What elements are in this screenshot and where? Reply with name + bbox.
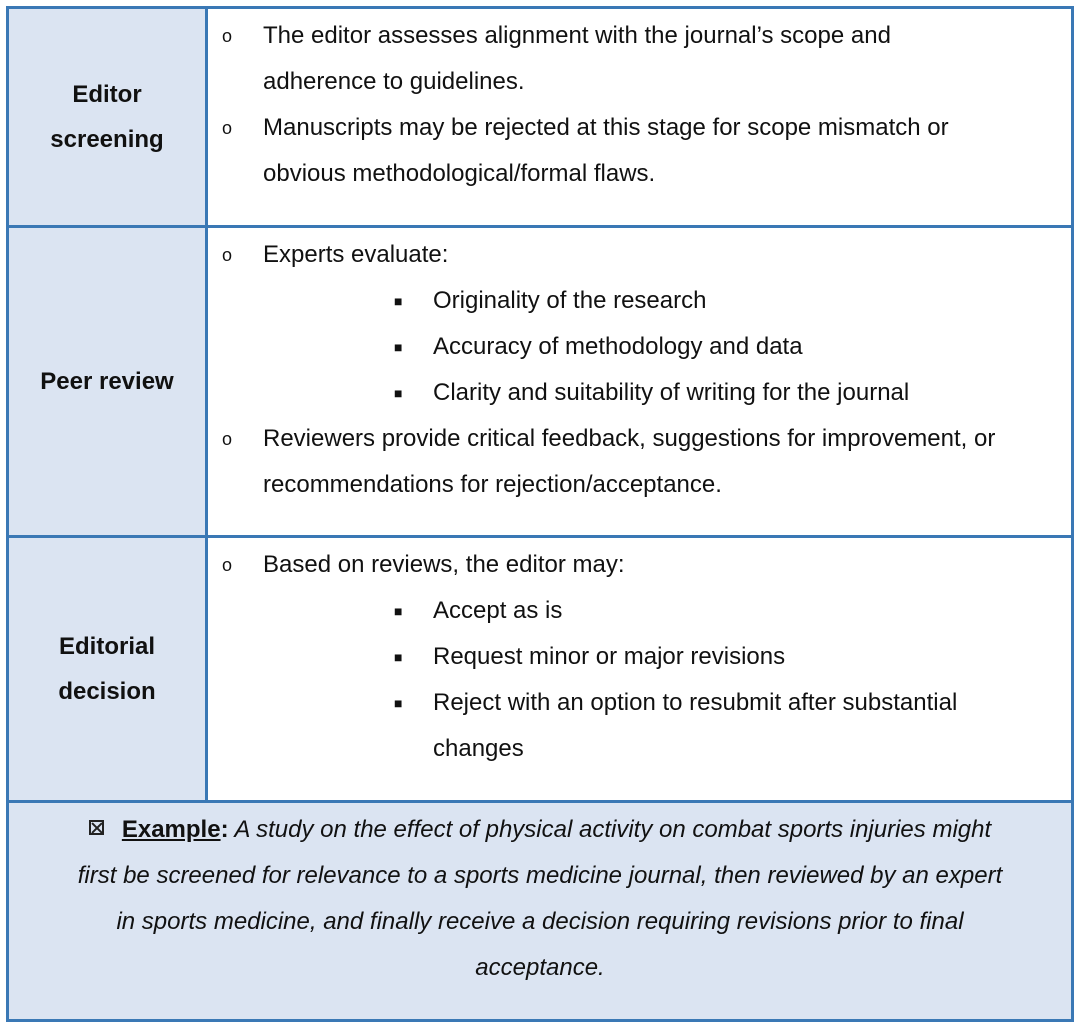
circle-bullet-icon: o [222, 245, 233, 265]
bullet-item: Based on reviews, the editor may: [263, 551, 625, 578]
example-label: Example [121, 816, 221, 843]
row-label-peer-review [9, 228, 208, 535]
sub-item: Reject with an option to resubmit after substantial [433, 689, 958, 716]
row-label-editor-screening [9, 9, 208, 225]
circle-bullet-icon: o [222, 118, 233, 138]
square-bullet-icon: ■ [394, 339, 403, 355]
circle-bullet-icon: o [222, 555, 233, 575]
example-colon: : [220, 816, 229, 843]
square-bullet-icon: ■ [394, 293, 403, 309]
square-bullet-icon: ■ [394, 385, 403, 401]
row-label-editorial-decision [9, 538, 208, 800]
bullet-line: adherence to guidelines. [263, 68, 525, 95]
label-line: Editor [72, 81, 142, 108]
row-editorial-decision [9, 538, 1071, 803]
example-line [23, 807, 1057, 853]
example-line: acceptance. [475, 954, 605, 981]
bullet-line: Reviewers provide critical feedback, suggestions for improvement, or [263, 425, 996, 452]
square-bullet-icon: ■ [394, 649, 403, 665]
bullet-line: Manuscripts may be rejected at this stage for scope mismatch or [263, 114, 949, 141]
circle-bullet-icon: o [222, 429, 233, 449]
sub-item-continuation: changes [433, 735, 524, 762]
example-line: in sports medicine, and finally receive a decision requiring revisions prior to final [116, 908, 964, 935]
row-peer-review [9, 228, 1071, 538]
boxed-x-icon [89, 820, 104, 835]
bullet-item [263, 105, 1057, 197]
sub-item: Request minor or major revisions [433, 643, 786, 670]
bullet-line: The editor assesses alignment with the journal’s scope and [263, 22, 891, 49]
sub-item: Accept as is [433, 597, 563, 624]
bullet-item [263, 416, 1057, 508]
sub-item: Clarity and suitability of writing for the journal [433, 379, 910, 406]
bullet-line: obvious methodological/formal flaws. [263, 160, 656, 187]
square-bullet-icon: ■ [394, 603, 403, 619]
label-line: Editorial [58, 633, 155, 660]
row-content-editor-screening [208, 9, 1071, 225]
sub-item: Originality of the research [433, 287, 707, 314]
label-line: screening [50, 126, 164, 153]
square-bullet-icon: ■ [394, 695, 403, 711]
example-box [9, 803, 1071, 1019]
bullet-item: Experts evaluate: [263, 241, 449, 268]
example-line: first be screened for relevance to a sports medicine journal, then reviewed by an expert [77, 862, 1003, 889]
example-text: A study on the effect of physical activity on combat sports injuries might [228, 816, 992, 843]
label-line: decision [58, 678, 156, 705]
row-content-editorial-decision [208, 538, 1071, 800]
bullet-item [263, 13, 1057, 105]
review-process-table [6, 6, 1074, 1022]
sub-item: Accuracy of methodology and data [433, 333, 803, 360]
row-content-peer-review [208, 228, 1071, 535]
circle-bullet-icon: o [222, 26, 233, 46]
row-editor-screening [9, 9, 1071, 228]
label-line: Peer review [40, 368, 174, 395]
bullet-line: recommendations for rejection/acceptance. [263, 471, 722, 498]
